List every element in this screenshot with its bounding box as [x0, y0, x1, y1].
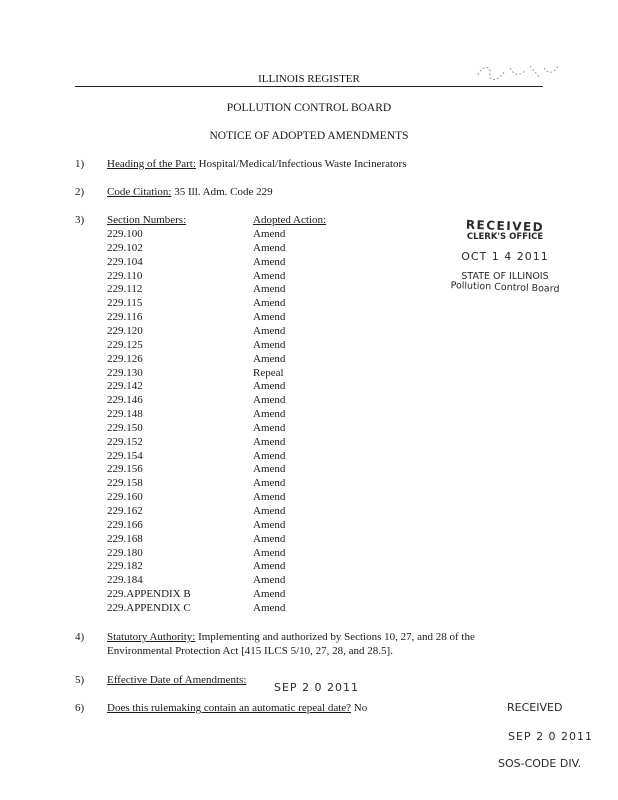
item-4-number: 4)	[75, 631, 85, 643]
section-action: Amend	[253, 241, 286, 254]
section-action: Amend	[253, 324, 286, 337]
section-number: 229.168	[107, 532, 143, 545]
signature-scribble	[470, 60, 562, 86]
item-5-number: 5)	[75, 674, 85, 686]
section-action: Amend	[253, 491, 286, 504]
item-5-label: Effective Date of Amendments:	[107, 674, 247, 686]
sos-stamp-received: RECEIVED	[507, 701, 563, 714]
item-4-value-line1: Implementing and authorized by Sections 10, 27, and 28 of the	[198, 631, 475, 643]
item-1-label: Heading of the Part:	[107, 158, 196, 170]
section-action: Amend	[253, 574, 286, 587]
item-6	[107, 702, 367, 714]
section-number: 229.166	[107, 518, 143, 531]
section-number: 229.148	[107, 408, 143, 420]
adopted-action-header: Adopted Action:	[253, 214, 327, 226]
section-action: Amend	[253, 283, 286, 296]
item-1	[107, 158, 407, 170]
item-2-value: 35 Ill. Adm. Code 229	[174, 186, 273, 198]
item-4	[107, 631, 475, 643]
section-number: 229.152	[107, 435, 143, 448]
section-number: 229.142	[107, 380, 143, 393]
section-action: Amend	[253, 394, 286, 407]
section-number: 229.160	[107, 491, 143, 504]
section-number: 229.125	[107, 338, 143, 351]
section-action: Amend	[253, 297, 286, 310]
section-number: 229.182	[107, 560, 143, 573]
section-number: 229.APPENDIX B	[107, 588, 191, 601]
section-action: Amend	[253, 311, 286, 324]
item-6-label: Does this rulemaking contain an automatic repeal date?	[107, 702, 352, 714]
section-action: Amend	[253, 421, 286, 434]
item-2-label: Code Citation:	[107, 186, 172, 198]
section-number: 229.112	[107, 283, 143, 296]
effective-date-stamp: SEP 2 0 2011	[274, 681, 360, 694]
section-action: Amend	[253, 602, 286, 614]
item-2	[107, 186, 273, 198]
register-title: ILLINOIS REGISTER	[258, 73, 360, 85]
section-action: Amend	[253, 505, 286, 517]
item-3-number: 3)	[75, 214, 85, 226]
section-action: Amend	[253, 449, 286, 462]
section-number: 229.146	[107, 394, 143, 407]
section-action: Amend	[253, 435, 286, 448]
section-action: Amend	[253, 408, 286, 420]
section-number: 229.184	[107, 574, 143, 587]
section-number: 229.110	[107, 269, 143, 282]
section-number: 229.100	[107, 228, 143, 240]
section-action: Repeal	[253, 366, 284, 379]
item-4-value-line2: Environmental Protection Act [415 ILCS 5/10, 27, 28, and 28.5].	[107, 645, 393, 657]
clerk-stamp-board: Pollution Control Board	[450, 280, 560, 295]
header-rule	[75, 86, 543, 87]
item-2-number: 2)	[75, 186, 85, 198]
section-number: 229.116	[107, 311, 143, 324]
clerk-stamp-office: CLERK'S OFFICE	[466, 232, 544, 242]
section-number: 229.158	[107, 477, 143, 490]
clerk-stamp-date: OCT 1 4 2011	[461, 250, 549, 263]
section-number: 229.115	[107, 297, 143, 310]
sos-stamp-division: SOS-CODE DIV.	[498, 757, 582, 770]
section-action: Amend	[253, 352, 286, 365]
section-action: Amend	[253, 477, 286, 490]
clerk-stamp-state: STATE OF ILLINOIS	[461, 271, 549, 282]
section-number: 229.130	[107, 366, 143, 379]
section-action: Amend	[253, 588, 286, 601]
section-number: 229.156	[107, 463, 143, 476]
section-action: Amend	[253, 463, 286, 476]
section-number: 229.126	[107, 352, 143, 365]
item-6-value: No	[353, 702, 368, 714]
section-action: Amend	[253, 518, 286, 531]
section-number: 229.120	[107, 324, 143, 337]
board-title: POLLUTION CONTROL BOARD	[226, 102, 392, 114]
item-4-label: Statutory Authority:	[107, 631, 196, 643]
clerk-stamp-received: RECEIVED	[465, 217, 545, 235]
section-action: Amend	[253, 269, 286, 282]
section-number: 229.162	[107, 505, 143, 517]
section-action: Amend	[253, 228, 286, 240]
section-number: 229.150	[107, 421, 143, 434]
section-number: 229.180	[107, 546, 143, 559]
section-number: 229.154	[107, 449, 143, 462]
section-numbers-header: Section Numbers:	[107, 214, 187, 226]
item-6-number: 6)	[75, 702, 85, 714]
sos-stamp-date: SEP 2 0 2011	[508, 730, 594, 743]
section-number: 229.APPENDIX C	[107, 602, 191, 614]
section-number: 229.104	[107, 255, 143, 268]
section-number: 229.102	[107, 241, 143, 254]
clerk-received-stamp	[445, 219, 565, 293]
section-action: Amend	[253, 532, 286, 545]
item-1-number: 1)	[75, 158, 85, 170]
section-action: Amend	[253, 560, 286, 573]
item-1-value: Hospital/Medical/Infectious Waste Incinerators	[198, 158, 407, 170]
section-action: Amend	[253, 255, 286, 268]
notice-title: NOTICE OF ADOPTED AMENDMENTS	[209, 130, 409, 142]
section-action: Amend	[253, 546, 286, 559]
section-action: Amend	[253, 338, 286, 351]
section-action: Amend	[253, 380, 286, 393]
